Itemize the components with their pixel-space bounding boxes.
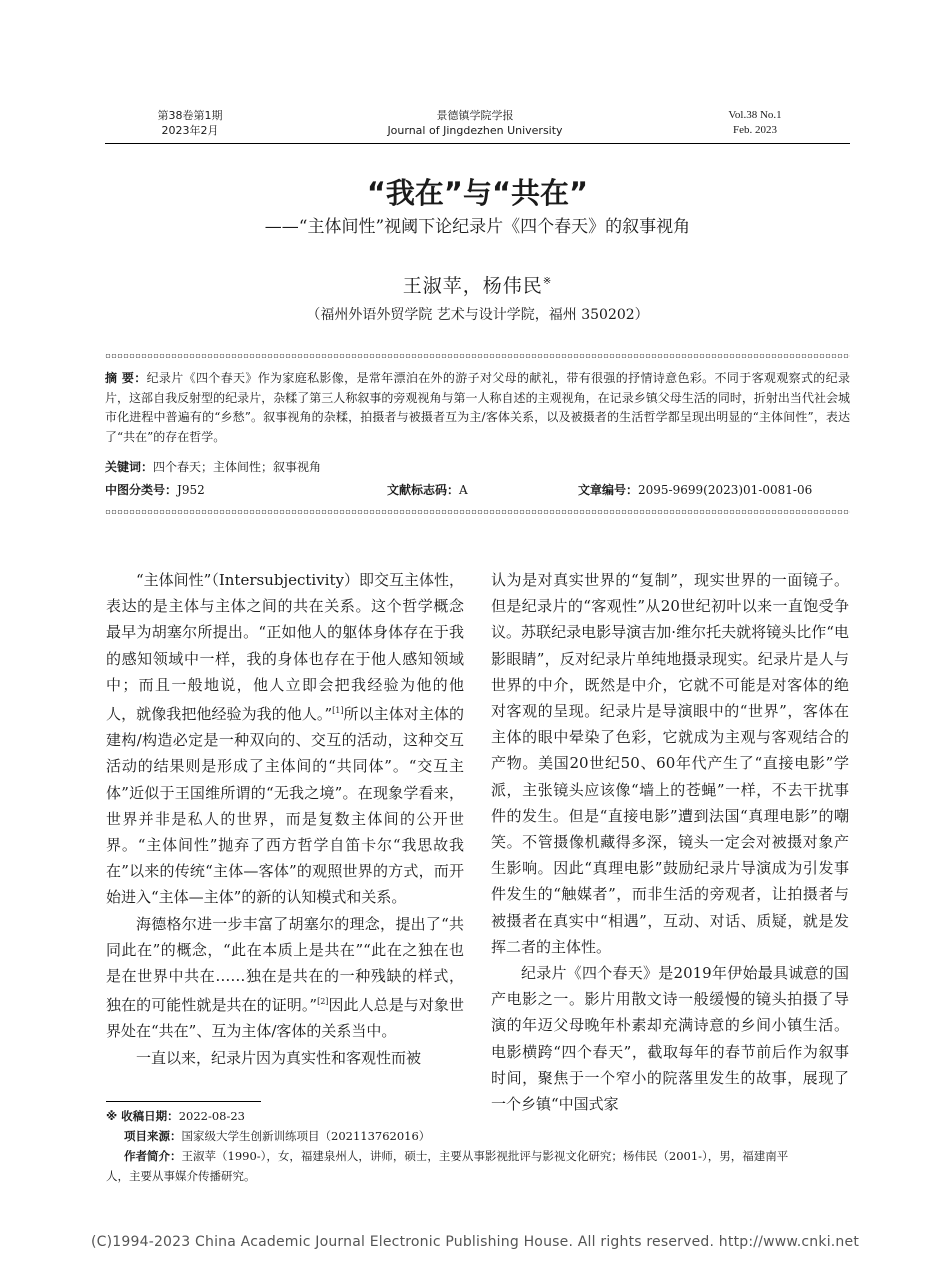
article-number (578, 481, 812, 499)
project-label: 项目来源： (124, 1129, 182, 1143)
body-paragraph (106, 567, 464, 911)
paragraph-text: 海德格尔进一步丰富了胡塞尔的理念，提出了“共同此在”的概念，“此在本质上是共在”“此在之独在也是在世界中共在……独在是共在的一种残缺的样式，独在的可能性就是共在的证明。” (106, 914, 464, 1015)
received-value: 2022-08-23 (178, 1109, 245, 1123)
author-names: 王淑苹，杨伟民 (402, 275, 543, 297)
paper-title: “我在”与“共在” (366, 176, 589, 210)
body-paragraph: 纪录片《四个春天》是2019年伊始最具诚意的国产电影之一。影片用散文诗一般缓慢的镜头拍摄了导演的年迈父母晚年朴素却充满诗意的乡间小镇生活。电影横跨“四个春天”，截取每年的春节前后作为叙事时间，聚焦于一个窄小的院落里发生的故事，展现了一个乡镇“中国式家 (491, 964, 849, 1114)
paragraph-text: “主体间性”（Intersubjectivity）即交互主体性，表达的是主体与主体之间的共在关系。这个哲学概念最早为胡塞尔所提出。“正如他人的躯体身体存在于我的感知领域中一样，我的身体也存在于他人感知领域中；而且一般地说，他人立即会把我经验为他的他人，就像我把他经验为我的他人。” (106, 571, 464, 724)
project-value: 国家级大学生创新训练项目（202113762016） (181, 1129, 431, 1143)
footnote-received (106, 1106, 851, 1126)
keywords (105, 458, 850, 476)
footnote-project (124, 1126, 851, 1146)
copyright-notice: (C)1994-2023 China Academic Journal Electronic Publishing House. All rights reserved. http://www.cnki.net (90, 1234, 860, 1250)
author-mark: ※ (542, 276, 553, 287)
footnote-author-cont: 人，主要从事媒介传播研究。 (106, 1169, 256, 1183)
keywords-label: 关键词： (105, 460, 154, 474)
issue-info (148, 108, 232, 138)
body-paragraph: 一直以来，纪录片因为真实性和客观性而被 (136, 1048, 422, 1067)
abstract-top-divider (105, 354, 850, 358)
abstract (105, 369, 850, 447)
body-paragraph: 认为是对真实世界的“复制”，现实世界的一面镜子。但是纪录片的“客观性”从20世纪初叶以来一直饱受争议。苏联纪录电影导演吉加·维尔托夫就将镜头比作“电影眼睛”，反对纪录片单纯地摄录现实。纪录片是人与世界的中介，既然是中介，它就不可能是对客体的绝对客观的呈现。纪录片是导演眼中的“世界”，客体在主体的眼中晕染了色彩，它就成为主观与客观结合的产物。美国20世纪50、60年代产生了“直接电影”学派，主张镜头应该像“墙上的苍蝇”一样，不去干扰事件的发生。但是“直接电影”遭到法国“真理电影”的嘲笑。不管摄像机藏得多深，镜头一定会对被摄对象产生影响。因此“真理电影”鼓励纪录片导演成为引发事件发生的“触媒者”，而非生活的旁观者，让拍摄者与被摄者在真实中“相遇”，互动、对话、质疑，就是发挥二者的主体性。 (491, 571, 849, 956)
issue-info-en (700, 108, 810, 138)
issue-date: 2023年2月 (161, 124, 219, 137)
footnote-rule (106, 1101, 261, 1102)
clc-number (105, 481, 205, 499)
citation-ref: [1] (332, 706, 344, 716)
volume-issue-en: Vol.38 No.1 (728, 109, 782, 121)
document-code (387, 481, 468, 499)
body-paragraph (106, 911, 464, 1045)
keywords-text: 四个春天；主体间性；叙事视角 (153, 460, 322, 474)
clc-label: 中图分类号： (105, 483, 178, 497)
footnote-author (124, 1146, 851, 1166)
issue-date-en: Feb. 2023 (733, 124, 777, 136)
paragraph-text: 因此人总是与对象世界处在“共在”、互为主体/客体的关系当中。 (106, 996, 464, 1041)
body-left-column (106, 567, 464, 1071)
author-bio-label: 作者简介： (124, 1149, 182, 1163)
abstract-label: 摘 要： (105, 371, 147, 385)
authors (105, 268, 850, 300)
abstract-bottom-divider (105, 510, 850, 514)
article-number-label: 文章编号： (578, 483, 639, 497)
journal-name-zh: 景德镇学院学报 (436, 109, 514, 122)
article-number-value: 2095-9699(2023)01-0081-06 (638, 483, 813, 497)
journal-name-en: Journal of Jingdezhen University (387, 124, 563, 137)
abstract-text: 纪录片《四个春天》作为家庭私影像，是常年漂泊在外的游子对父母的献礼，带有很强的抒情诗意色彩。不同于客观观察式的纪录片，这部自我反射型的纪录片，杂糅了第三人称叙事的旁观视角与第一人称自述的主观视角，在记录乡镇父母生活的同时，折射出当代社会城市化进程中普遍有的“乡愁”。叙事视角的杂糅，拍摄者与被摄者互为主/客体关系，以及被摄者的生活哲学都呈现出明显的“主体间性”，表达了“共在”的存在哲学。 (105, 371, 850, 444)
doc-code-value: A (459, 483, 468, 497)
paragraph-text: 所以主体对主体的建构/构造必定是一种双向的、交互的活动，这种交互活动的结果则是形成了主体间的“共同体”。“交互主体”近似于王国维所谓的“无我之境”。在现象学看来，世界并非是私人的世界，而是复数主体间的公开世界。“主体间性”抛弃了西方哲学自笛卡尔“我思故我在”以来的传统“主体—客体”的观照世界的方式，而开始进入“主体—主体”的新的认知模式和关系。 (106, 705, 464, 907)
affiliation: （福州外语外贸学院 艺术与设计学院，福州 350202） (306, 307, 649, 323)
body-right-column (491, 567, 849, 1117)
paper-subtitle: ——“主体间性”视阈下论纪录片《四个春天》的叙事视角 (264, 217, 691, 237)
volume-issue: 第38卷第1期 (157, 109, 223, 122)
journal-name (340, 108, 610, 138)
header-rule (105, 143, 850, 144)
author-bio-value: 王淑苹（1990-），女，福建泉州人，讲师，硕士，主要从事影视批评与影视文化研究；杨伟民（2001-），男，福建南平 (181, 1149, 789, 1163)
doc-code-label: 文献标志码： (387, 483, 460, 497)
received-label: ※ 收稿日期： (106, 1109, 179, 1123)
citation-ref: [2] (317, 997, 329, 1007)
clc-value: J952 (177, 483, 205, 497)
